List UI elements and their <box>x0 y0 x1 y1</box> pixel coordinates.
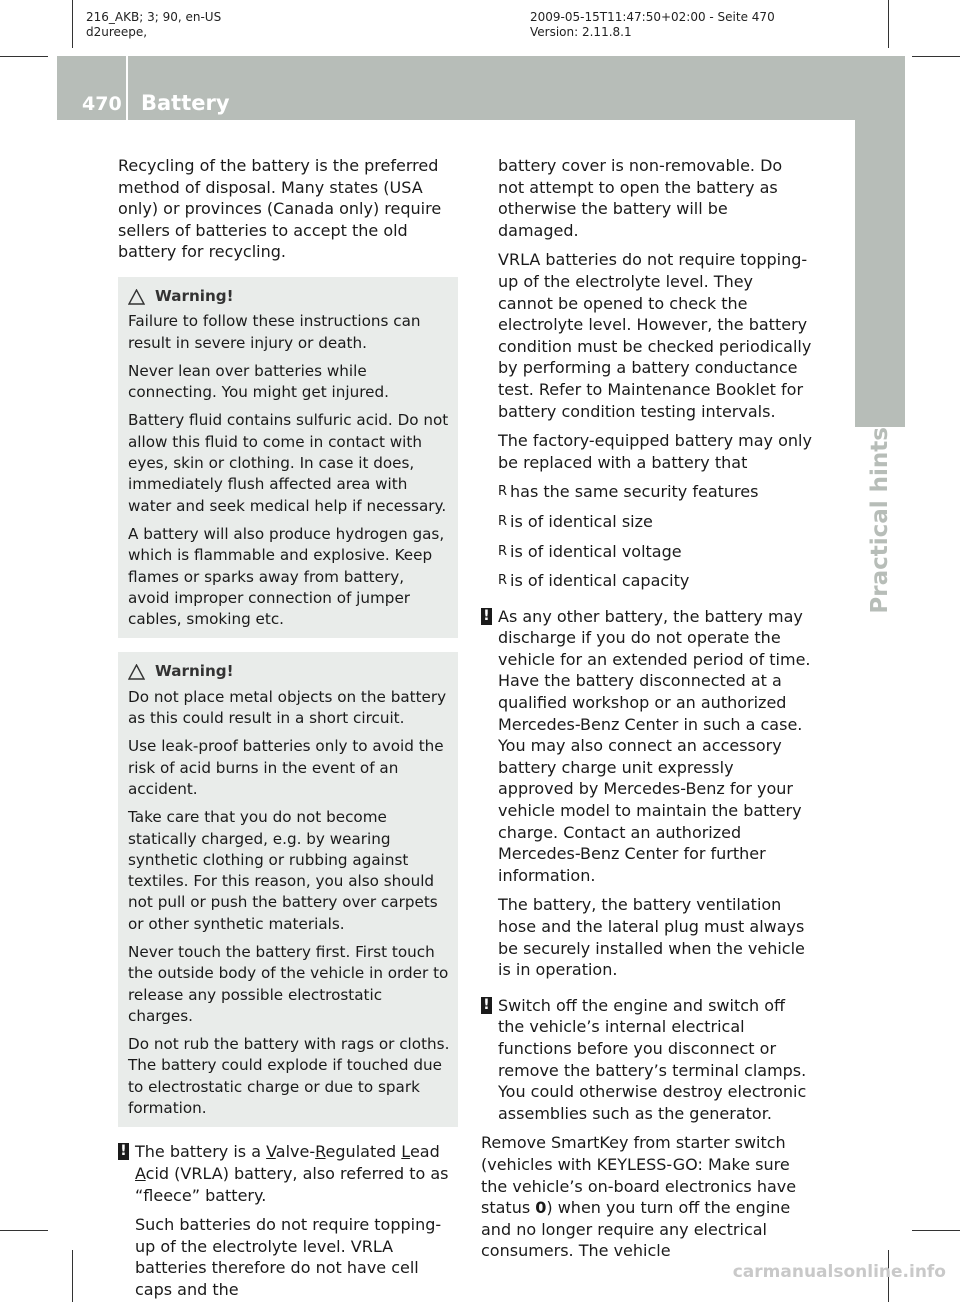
list-item: R is of identical capacity <box>498 570 813 592</box>
crop-mark <box>888 0 889 48</box>
side-tab-label <box>855 427 905 627</box>
note-text: As any other battery, the battery may discharge if you do not operate the vehicle for an extended period of time. Have the battery disconnected at a qualified workshop or an authorized Mercedes-Benz Center in such a case. You may also connect an accessory battery charge unit expressly approved by Mercedes-Benz for your vehicle model to maintain the battery charge. Contact an authorized Mercedes-Benz Center for further information. <box>498 606 811 885</box>
body-paragraph: VRLA batteries do not require topping-up of the electrolyte level. They cannot be opened to check the electrolyte level. However, the battery condition must be checked periodically by performing a battery conductance test. Refer to Maintenance Booklet for battery condition testing intervals. <box>498 250 812 421</box>
header-divider <box>126 56 128 120</box>
note-block <box>481 995 813 1125</box>
section-name: Practical hints <box>867 427 893 614</box>
exclamation-icon: ! <box>481 997 492 1014</box>
body-paragraph: battery cover is non-removable. Do not attempt to open the battery as otherwise the battery will be damaged. <box>498 156 783 240</box>
print-meta-version: Version: 2.11.8.1 <box>530 25 632 39</box>
body-paragraph: Remove SmartKey from starter switch (vehicles with KEYLESS-GO: Make sure the vehicle’s on-board electronics have status 0) when you turn off the engine and no longer require any electrical consumers. The vehicle <box>481 1133 797 1261</box>
intro-paragraph: Recycling of the battery is the preferred method of disposal. Many states (USA only) or provinces (Canada only) require sellers of batteries to accept the old battery for recycling. <box>118 156 442 262</box>
print-meta-date: 2009-05-15T11:47:50+02:00 - Seite 470 <box>530 10 775 24</box>
exclamation-icon: ! <box>481 608 492 625</box>
warning-text: Do not rub the battery with rags or cloths. The battery could explode if touched due to electrostatic charge or due to spark formation. <box>128 1035 450 1118</box>
crop-mark <box>912 1230 960 1231</box>
warning-text: Never lean over batteries while connecting. You might get injured. <box>128 361 389 402</box>
warning-text: Never touch the battery first. First touch the outside body of the vehicle in order to release any possible electrostatic charges. <box>128 942 449 1025</box>
warning-title: Warning! <box>155 286 234 305</box>
crop-mark <box>72 0 73 48</box>
body-paragraph: The factory-equipped battery may only be replaced with a battery that <box>498 431 812 472</box>
warning-triangle-icon <box>128 664 145 680</box>
note-block <box>481 606 813 981</box>
crop-mark <box>0 1230 48 1231</box>
warning-text: Take care that you do not become statically charged, e.g. by wearing synthetic clothing or rubbing against textiles. For this reason, you also should not pull or push the battery over carpets or other synthetic materials. <box>128 808 438 933</box>
note-block <box>118 1141 458 1300</box>
warning-triangle-icon <box>128 289 145 305</box>
list-item: R is of identical size <box>498 511 813 533</box>
warning-text: Use leak-proof batteries only to avoid the risk of acid burns in the event of an accident. <box>128 737 444 798</box>
crop-mark <box>0 56 48 57</box>
crop-mark <box>72 1250 73 1302</box>
note-text: Such batteries do not require topping-up of the electrolyte level. VRLA batteries therefore do not have cell caps and the <box>135 1215 442 1299</box>
print-meta-file: 216_AKB; 3; 90, en-US <box>86 10 222 24</box>
requirement-list <box>498 481 813 591</box>
warning-box <box>118 277 458 638</box>
exclamation-icon: ! <box>118 1143 129 1160</box>
warning-box <box>118 652 458 1127</box>
warning-title: Warning! <box>155 662 234 681</box>
left-column <box>118 155 458 1309</box>
page-title: Battery <box>141 91 230 115</box>
print-meta-code: d2ureepe, <box>86 25 148 39</box>
crop-mark <box>912 56 960 57</box>
right-column <box>481 155 813 1270</box>
side-tab <box>855 120 905 427</box>
warning-text: Battery fluid contains sulfuric acid. Do not allow this fluid to come in contact with eyes, skin or clothing. In case it does, immediately flush affected area with water and seek medical help if necessary. <box>128 411 449 515</box>
warning-text: Do not place metal objects on the battery as this could result in a short circuit. <box>128 687 447 728</box>
page-number: 470 <box>82 93 122 115</box>
note-text: The battery, the battery ventilation hose and the lateral plug must always be securely installed when the vehicle is in operation. <box>498 895 805 980</box>
note-text: Switch off the engine and switch off the vehicle’s internal electrical functions before you disconnect or remove the battery’s terminal clamps. You could otherwise destroy electronic assemblies such as the generator. <box>498 995 807 1123</box>
note-text: The battery is a Valve-Regulated Lead Acid (VRLA) battery, also referred to as “fleece” battery. <box>135 1142 449 1205</box>
warning-text: A battery will also produce hydrogen gas, which is flammable and explosive. Keep flames or sparks away from battery, avoid improper connection of jumper cables, smoking etc. <box>128 524 445 629</box>
list-item: R is of identical voltage <box>498 541 813 563</box>
list-item: R has the same security features <box>498 481 813 503</box>
watermark: carmanualsonline.info <box>732 1262 946 1282</box>
warning-text: Failure to follow these instructions can result in severe injury or death. <box>128 312 421 352</box>
